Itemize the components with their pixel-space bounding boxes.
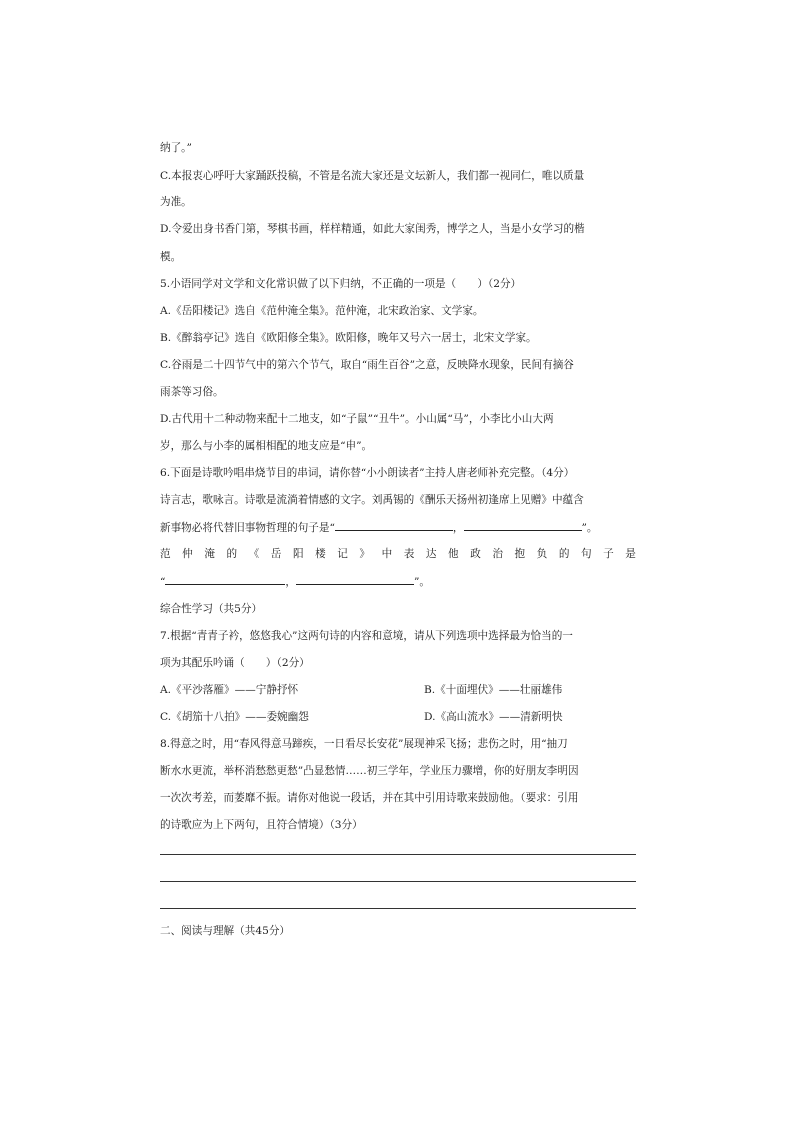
justified-char: 岳 [270, 548, 282, 560]
justified-char: 》 [359, 548, 370, 560]
justified-char: 的 [558, 548, 570, 560]
justified-char: 阳 [292, 548, 304, 560]
question-6-text: 诗言志，歌咏言。诗歌是流淌着情感的文字。刘禹锡的《酬乐天扬州初逢席上见赠》中蕴含 [160, 494, 584, 506]
question-7-stem: 7.根据“青青子衿，悠悠我心”这两句诗的内容和意境，请从下列选项中选择最为恰当的一 [160, 630, 573, 642]
question-6-fill-line-2: “ ， ”。 [160, 573, 430, 590]
answer-line[interactable] [160, 908, 636, 909]
justified-char: 中 [381, 548, 393, 560]
justified-char: 的 [226, 548, 238, 560]
question-7-option-b: B.《十面埋伏》——壮丽雄伟 [424, 684, 563, 696]
justified-char: 达 [425, 548, 437, 560]
question-7-option-d: D.《高山流水》——清新明快 [424, 711, 563, 723]
justified-char: 表 [403, 548, 415, 560]
question-8-stem-cont: 断水水更流，举杯消愁愁更愁”凸显愁情……初三学年，学业压力骤增，你的好朋友李明因 [160, 765, 579, 777]
question-8-stem-cont: 一次次考差，而萎靡不振。请你对他说一段话，并在其中引用诗歌来鼓励他。（要求：引用 [160, 792, 579, 804]
question-5-option-d-cont: 岁，那么与小李的属相相配的地支应是“申”。 [160, 440, 373, 452]
question-6-fill-line-1: 新事物必将代替旧事物哲理的句子是“ ， ”。 [160, 519, 598, 536]
part-two-heading: 二、阅读与理解（共45分） [160, 925, 291, 937]
text-line: D.令爱出身书香门第，琴棋书画，样样精通，如此大家闺秀，博学之人，当是小女学习的楷 [160, 223, 585, 235]
answer-blank[interactable] [165, 573, 285, 585]
question-5-option-a: A.《岳阳楼记》选自《范仲淹全集》。范仲淹，北宋政治家、文学家。 [160, 305, 484, 317]
question-8-stem: 8.得意之时，用“春风得意马蹄疾，一日看尽长安花”展现神采飞扬；悲伤之时，用“抽刀 [160, 738, 568, 750]
question-5-option-d: D.古代用十二种动物来配十二地支，如“子鼠”“丑牛”。小山属“马”，小李比小山大两 [160, 413, 554, 425]
answer-line[interactable] [160, 854, 636, 855]
question-5-stem: 5.小语同学对文学和文化常识做了以下归纳，不正确的一项是（ ）（2分） [160, 278, 522, 290]
justified-char: 抱 [514, 548, 526, 560]
justified-char: 句 [580, 548, 592, 560]
question-5-option-c-cont: 雨茶等习俗。 [160, 386, 224, 398]
answer-blank[interactable] [296, 573, 414, 585]
answer-line[interactable] [160, 881, 636, 882]
justified-char: 他 [448, 548, 459, 560]
justified-char: 《 [248, 548, 260, 560]
justified-char: 负 [536, 548, 548, 560]
question-5-option-c: C.谷雨是二十四节气中的第六个节气，取自“雨生百谷”之意，反映降水现象，民间有摘谷 [160, 359, 574, 371]
question-8-stem-cont: 的诗歌应为上下两句，且符合情境）（3分） [160, 819, 363, 831]
answer-blank[interactable] [335, 519, 453, 531]
answer-blank[interactable] [464, 519, 582, 531]
question-6-text-justified [160, 546, 636, 562]
justified-char: 政 [470, 548, 481, 560]
justified-char: 子 [603, 548, 614, 560]
text-line: 模。 [160, 251, 182, 263]
justified-char: 治 [492, 548, 503, 560]
justified-char: 是 [625, 548, 636, 560]
section-heading: 综合性学习（共5分） [160, 603, 263, 615]
justified-char: 淹 [204, 548, 215, 560]
question-5-option-b: B.《醉翁亭记》选自《欧阳修全集》。欧阳修，晚年又号六一居士，北宋文学家。 [160, 332, 537, 344]
justified-char: 范 [160, 548, 171, 560]
question-7-stem-cont: 项为其配乐吟诵（ ）（2分） [160, 657, 310, 669]
text-line: 为准。 [160, 196, 192, 208]
question-7-option-a: A.《平沙落雁》——宁静抒怀 [160, 684, 299, 696]
text-line: 纳了。” [160, 142, 192, 154]
justified-char: 仲 [182, 548, 193, 560]
justified-char: 楼 [315, 548, 326, 560]
justified-char: 记 [337, 548, 348, 560]
question-7-option-c: C.《胡笳十八拍》——委婉幽怨 [160, 711, 309, 723]
text-line: C.本报衷心呼吁大家踊跃投稿，不管是名流大家还是文坛新人，我们都一视同仁，唯以质量 [160, 170, 585, 182]
question-6-stem: 6.下面是诗歌吟唱串烧节目的串词，请你替“小小朗读者”主持人唐老师补充完整。（4分） [160, 467, 575, 479]
